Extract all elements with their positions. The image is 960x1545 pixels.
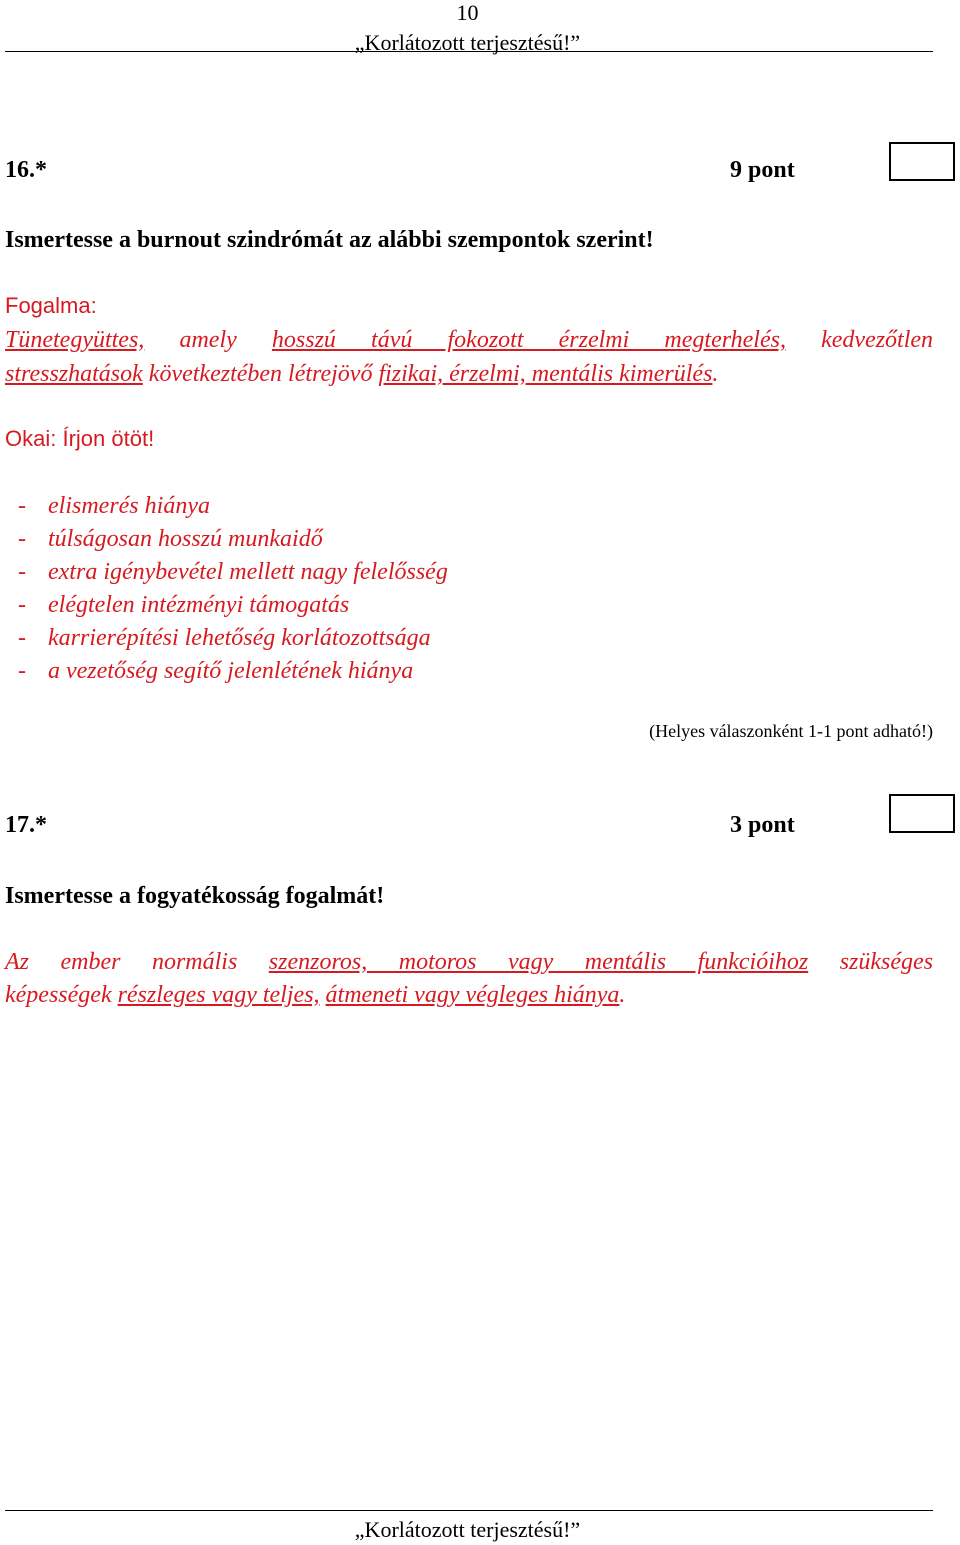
cause-list-item: - karrierépítési lehetőség korlátozottsága <box>18 625 431 651</box>
answer-key-phrase: átmeneti vagy végleges hiánya <box>325 982 620 1008</box>
cause-list-item: - extra igénybevétel mellett nagy felelősség <box>18 559 448 585</box>
answer-word: normális <box>151 949 238 975</box>
answer-key-phrase: részleges vagy teljes, <box>117 982 320 1008</box>
answer-line-2 <box>5 981 933 1009</box>
cause-list-item: - túlságosan hosszú munkaidő <box>18 526 323 552</box>
question-17-points: 3 pont <box>730 812 795 838</box>
answer-word: ember <box>60 949 121 975</box>
definition-key-phrase: fizikai, érzelmi, mentális kimerülés <box>378 361 713 387</box>
cause-list-item: - a vezetőség segítő jelenlétének hiánya <box>18 658 414 684</box>
answer-line-1 <box>5 948 933 976</box>
header-distribution-note: „Korlátozott terjesztésű!” <box>354 30 581 55</box>
definition-word: következtében létrejövő <box>148 361 373 387</box>
definition-key-phrase: hosszú távú fokozott érzelmi megterhelés, <box>271 327 786 353</box>
causes-label: Okai: Írjon ötöt! <box>5 426 155 451</box>
definition-key-phrase: stresszhatások <box>5 361 143 387</box>
definition-word: kedvezőtlen <box>821 327 934 353</box>
question-16-prompt: Ismertesse a burnout szindrómát az alábbi szempontok szerint! <box>5 227 654 253</box>
question-17-prompt: Ismertesse a fogyatékosság fogalmát! <box>5 883 385 909</box>
cause-list-item: - elismerés hiánya <box>18 493 210 519</box>
page-number: 10 <box>456 0 479 25</box>
definition-term: Tünetegyüttes, <box>5 327 145 353</box>
question-17-number: 17.* <box>5 812 47 838</box>
answer-word: szükséges <box>839 949 934 975</box>
definition-word: amely <box>179 327 237 353</box>
definition-line-1 <box>5 326 933 354</box>
question-16-points: 9 pont <box>730 157 795 183</box>
answer-period: . <box>619 982 626 1008</box>
definition-label: Fogalma: <box>5 293 97 318</box>
question-17-score-box[interactable] <box>889 794 955 833</box>
footer-rule <box>5 1510 933 1511</box>
header-rule <box>5 51 933 52</box>
scoring-note: (Helyes válaszonként 1-1 pont adható!) <box>649 721 933 741</box>
answer-key-phrase: szenzoros, motoros vagy mentális funkcióihoz <box>268 949 809 975</box>
definition-period: . <box>712 361 719 387</box>
answer-word: képességek <box>5 982 112 1008</box>
question-16-number: 16.* <box>5 157 47 183</box>
cause-list-item: - elégtelen intézményi támogatás <box>18 592 350 618</box>
footer-distribution-note: „Korlátozott terjesztésű!” <box>354 1517 581 1542</box>
definition-line-2 <box>5 360 933 388</box>
question-16-score-box[interactable] <box>889 142 955 181</box>
answer-word: Az <box>5 949 29 975</box>
